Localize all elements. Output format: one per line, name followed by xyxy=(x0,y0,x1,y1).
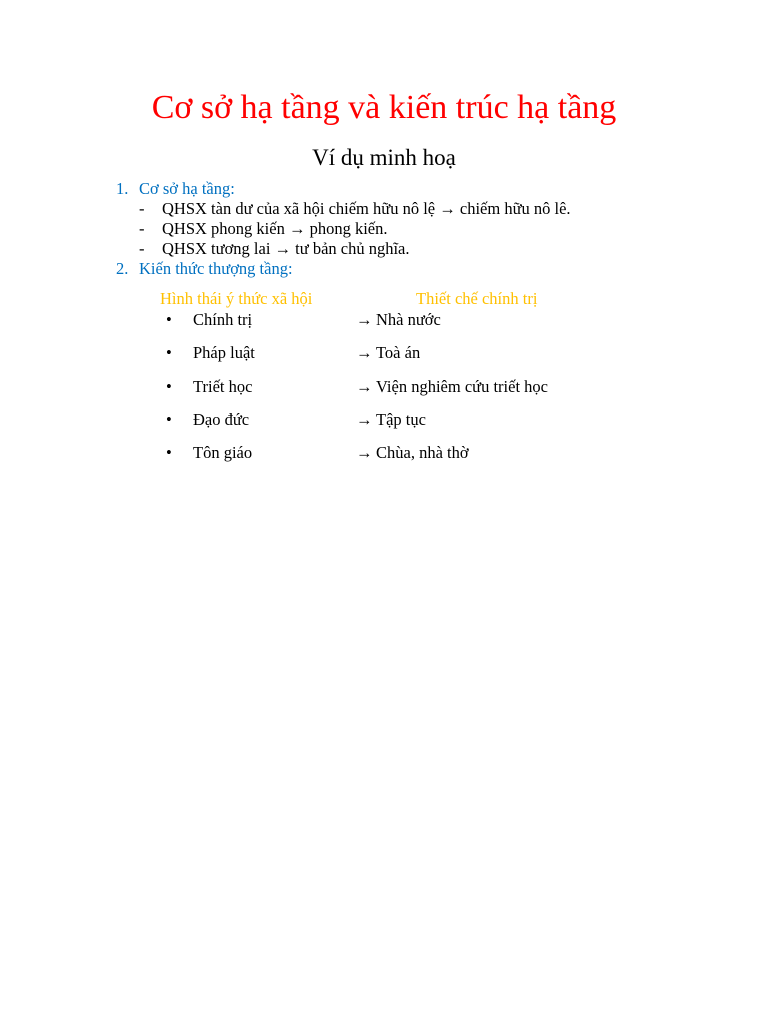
table-row-left: Triết học xyxy=(193,377,253,396)
list-item-result: chiếm hữu nô lê. xyxy=(459,199,571,218)
section-2-number: 2. xyxy=(116,259,129,278)
table-row-right xyxy=(356,310,441,330)
table-row-right xyxy=(356,343,420,363)
page-subtitle: Ví dụ minh hoạ xyxy=(312,145,456,170)
table-row-result: Toà án xyxy=(376,343,421,362)
arrow-right-icon: → xyxy=(288,219,306,238)
table-row-left: Pháp luật xyxy=(193,343,255,362)
table-row-left: Chính trị xyxy=(193,310,253,329)
table-row-right xyxy=(356,443,469,463)
table-row-right xyxy=(356,377,548,397)
section-1-number: 1. xyxy=(116,179,129,198)
list-item-text: QHSX phong kiến xyxy=(162,219,285,238)
list-item-text: QHSX tàn dư của xã hội chiếm hữu nô lệ xyxy=(162,199,436,218)
section-1-heading: Cơ sở hạ tầng: xyxy=(139,179,235,198)
table-row-left: Tôn giáo xyxy=(193,443,253,462)
bullet-icon: • xyxy=(166,377,172,396)
list-item xyxy=(162,239,410,259)
list-item-dash: - xyxy=(139,239,145,258)
section-2-heading: Kiến thức thượng tầng: xyxy=(139,259,293,278)
list-item-dash: - xyxy=(139,199,145,218)
arrow-right-icon: → xyxy=(439,199,456,218)
list-item-dash: - xyxy=(139,219,145,238)
table-row-result: Viện nghiêm cứu triết học xyxy=(376,377,548,396)
list-item xyxy=(162,219,388,239)
list-item-result: tư bản chủ nghĩa. xyxy=(295,239,410,258)
column-header-right: Thiết chế chính trị xyxy=(416,289,538,308)
table-row-left: Đạo đức xyxy=(193,410,250,429)
arrow-right-icon: → xyxy=(274,239,292,258)
list-item xyxy=(162,199,571,219)
column-header-left: Hình thái ý thức xã hội xyxy=(160,289,313,308)
arrow-right-icon: → xyxy=(356,410,373,429)
list-item-text: QHSX tương lai xyxy=(162,239,271,258)
bullet-icon: • xyxy=(166,310,172,329)
bullet-icon: • xyxy=(166,343,172,362)
bullet-icon: • xyxy=(166,410,172,429)
page-title: Cơ sở hạ tầng và kiến trúc hạ tầng xyxy=(151,89,617,126)
table-row-result: Tập tục xyxy=(376,410,426,429)
arrow-right-icon: → xyxy=(356,343,373,362)
arrow-right-icon: → xyxy=(356,310,373,329)
table-row-result: Chùa, nhà thờ xyxy=(376,443,469,462)
arrow-right-icon: → xyxy=(356,443,373,462)
table-row-right xyxy=(356,410,426,430)
bullet-icon: • xyxy=(166,443,172,462)
list-item-result: phong kiến. xyxy=(309,219,388,238)
table-row-result: Nhà nước xyxy=(376,310,441,329)
arrow-right-icon: → xyxy=(356,377,373,396)
